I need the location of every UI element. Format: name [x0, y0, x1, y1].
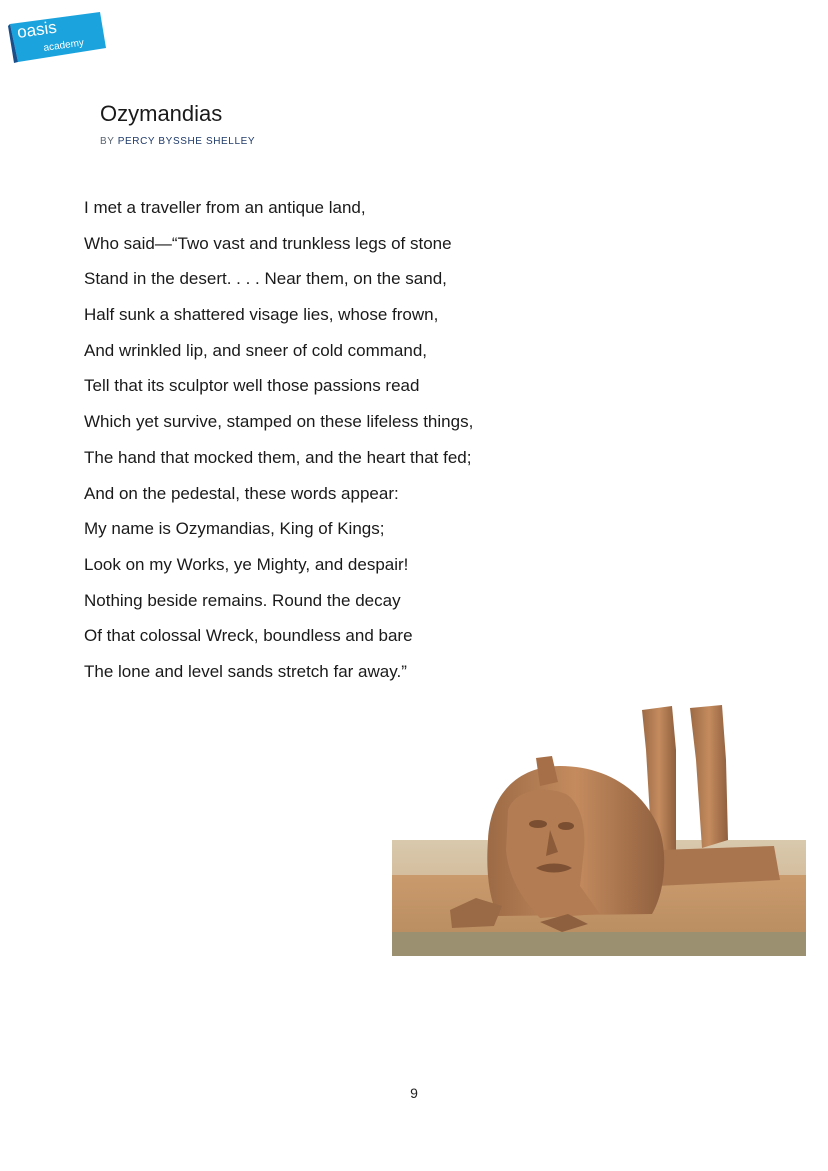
poem-line: Stand in the desert. . . . Near them, on the sand,: [84, 269, 447, 289]
poem-line: Half sunk a shattered visage lies, whose frown,: [84, 305, 439, 325]
desert-scrub: [392, 932, 806, 956]
poem-line: Of that colossal Wreck, boundless and bare: [84, 626, 413, 646]
page-number: 9: [410, 1085, 418, 1101]
byline: [100, 136, 255, 147]
logo-brand-text: oasis: [15, 17, 58, 42]
statue-eye: [529, 820, 547, 828]
logo-line2-text: south bank: [65, 50, 91, 60]
poem-line: Which yet survive, stamped on these lifeless things,: [84, 412, 474, 432]
statue-pedestal: [656, 846, 780, 886]
poem-line: Who said—“Two vast and trunkless legs of stone: [84, 233, 452, 253]
poem-line: The lone and level sands stretch far away.”: [84, 661, 407, 681]
poem-line: Nothing beside remains. Round the decay: [84, 590, 401, 610]
poem-line: Tell that its sculptor well those passions read: [84, 376, 420, 396]
poem-line: The hand that mocked them, and the heart that fed;: [84, 447, 472, 467]
poem-body: [84, 190, 473, 690]
poem-line: And wrinkled lip, and sneer of cold command,: [84, 340, 428, 360]
statue-leg-right: [690, 705, 728, 848]
byline-by: BY: [100, 136, 115, 147]
poem-line: Look on my Works, ye Mighty, and despair!: [84, 554, 409, 574]
statue-eye: [558, 822, 574, 830]
poem-author: PERCY BYSSHE SHELLEY: [117, 136, 256, 147]
ruined-statue-illustration: [390, 700, 808, 960]
oasis-academy-logo: [8, 10, 108, 65]
poem-title: Ozymandias: [100, 101, 223, 126]
poem-line: And on the pedestal, these words appear:: [84, 483, 399, 503]
poem-line: My name is Ozymandias, King of Kings;: [84, 519, 385, 539]
logo-line1-text: academy: [42, 37, 85, 54]
poem-line: I met a traveller from an antique land,: [84, 198, 366, 217]
